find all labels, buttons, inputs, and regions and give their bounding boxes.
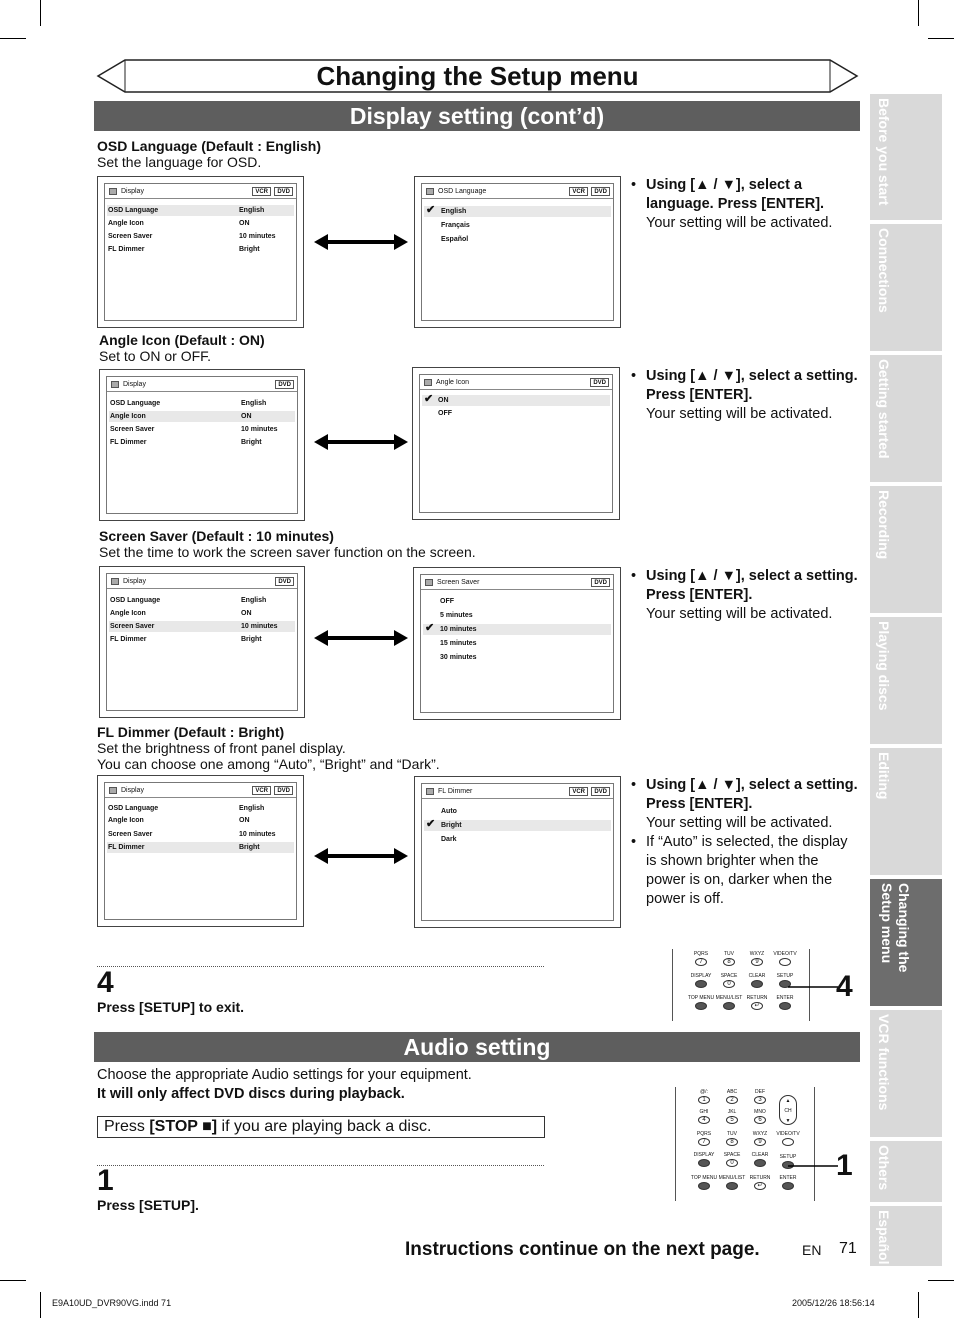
tab-label: Recording	[876, 490, 892, 560]
dvd-tag: DVD	[591, 578, 610, 587]
callout-number: 1	[836, 1149, 853, 1182]
tab-playing-discs[interactable]	[870, 617, 942, 744]
display-menu-screen	[99, 566, 305, 718]
menu-icon	[426, 188, 434, 195]
crop-mark	[40, 1292, 41, 1318]
menu-list-key	[723, 1002, 735, 1010]
screen-title: Angle Icon	[436, 379, 470, 386]
tab-label: Others	[876, 1145, 892, 1191]
audio-intro-text: Choose the appropriate Audio settings for your equipment.	[97, 1067, 472, 1083]
file-info: E9A10UD_DVR90VG.indd 71	[52, 1298, 172, 1308]
note-bold: [STOP ■]	[149, 1118, 218, 1135]
section-heading: FL Dimmer (Default : Bright)	[97, 724, 285, 740]
section-osd-language	[97, 138, 321, 170]
instruction-bullet: • If “Auto” is selected, the display is shown brighter when the power is on, darker when the power is off.	[631, 833, 856, 913]
tab-others[interactable]	[870, 1141, 942, 1202]
fl-dimmer-screen	[414, 776, 621, 928]
menu-row: FL Dimmer Bright	[107, 842, 294, 853]
section-desc: Set to ON or OFF.	[99, 348, 212, 364]
instruction-text: If “Auto” is selected, the display is shown brighter when the power is on, darker when the power is off.	[646, 834, 848, 907]
menu-row: OSD Language English	[110, 400, 267, 407]
option-item: 5 minutes	[440, 612, 473, 619]
key-8: 8	[726, 1138, 738, 1146]
option-item: 30 minutes	[440, 654, 477, 661]
clear-key	[751, 980, 763, 988]
dvd-tag: DVD	[590, 378, 609, 387]
menu-row: Angle Icon ON	[110, 610, 252, 617]
menu-icon	[109, 188, 117, 195]
option-item: OFF	[438, 410, 452, 417]
remote-illustration: PQRS 7 TUV 8 WXYZ 9 VIDEO/TV DISPLAY SPACE 0 CLEAR SETUP TOP MENU MENU/LIST RETURN ↵ ENTER	[672, 949, 810, 1021]
display-menu-screen	[97, 775, 304, 927]
audio-setting-band: Audio setting	[94, 1032, 860, 1062]
tab-espanol[interactable]	[870, 1206, 942, 1266]
crop-mark	[918, 1292, 919, 1318]
screen-title: Display	[121, 188, 144, 195]
menu-row: OSD Language English	[108, 805, 265, 812]
page-title-banner	[95, 58, 860, 94]
tab-before-you-start[interactable]	[870, 94, 942, 220]
top-menu-key	[695, 1002, 707, 1010]
section-heading: OSD Language (Default : English)	[97, 138, 322, 154]
step-text: Press [SETUP].	[97, 1197, 199, 1213]
instruction-bullet: • Using [▲ / ▼], select a setting. Press [ENTER]. Your setting will be activated.	[631, 368, 858, 422]
audio-intro-bold: It will only affect DVD discs during playback.	[97, 1086, 405, 1102]
step-number: 1	[97, 1164, 114, 1197]
menu-row: Screen Saver 10 minutes	[110, 426, 278, 433]
callout-line-icon	[788, 1164, 838, 1168]
clear-key	[754, 1159, 766, 1167]
tab-label: Playing discs	[876, 621, 892, 711]
check-icon: ✔	[426, 818, 436, 830]
option-item: Español	[441, 236, 469, 243]
crop-mark	[0, 38, 26, 39]
dvd-tag: DVD	[274, 187, 293, 196]
dvd-tag: DVD	[275, 380, 294, 389]
tab-label	[878, 879, 912, 972]
tab-line: Changing the	[896, 883, 912, 973]
key-4: 4	[698, 1116, 710, 1124]
instruction-text: Your setting will be activated.	[646, 406, 833, 422]
channel-label: CH	[784, 1108, 792, 1114]
callout-line-icon	[788, 985, 838, 989]
option-item: Auto	[441, 808, 457, 815]
section-heading: Angle Icon (Default : ON)	[99, 332, 265, 348]
page-title: Changing the Setup menu	[316, 61, 639, 91]
menu-row: Screen Saver 10 minutes	[108, 831, 276, 838]
note-text: Press	[104, 1118, 150, 1135]
double-arrow-icon	[312, 432, 410, 452]
option-item: Dark	[441, 836, 457, 843]
double-arrow-icon	[312, 232, 410, 252]
menu-row: Angle Icon ON	[108, 220, 250, 227]
instruction-bold: Using [▲ / ▼], select a setting. Press [ENTER].	[646, 368, 858, 403]
menu-row: FL Dimmer Bright	[110, 439, 262, 446]
check-icon: ✔	[426, 204, 436, 216]
osd-language-screen	[414, 176, 621, 328]
display-setting-band: Display setting (cont’d)	[94, 101, 860, 131]
enter-key	[779, 1002, 791, 1010]
menu-icon	[109, 787, 117, 794]
crop-mark	[0, 1280, 26, 1281]
tab-recording[interactable]	[870, 486, 942, 613]
screen-title: FL Dimmer	[438, 788, 473, 795]
instruction-text: Your setting will be activated.	[646, 606, 833, 622]
instruction-text: Your setting will be activated.	[646, 215, 833, 231]
menu-row: OSD Language English	[107, 205, 294, 216]
option-item: ✔ Bright	[424, 820, 611, 831]
instruction-bullet: • Using [▲ / ▼], select a setting. Press [ENTER]. Your setting will be activated.	[631, 777, 858, 831]
tab-label: Editing	[876, 752, 892, 800]
key-2: 2	[726, 1096, 738, 1104]
key-1: 1	[698, 1096, 710, 1104]
section-heading: Screen Saver (Default : 10 minutes)	[99, 528, 334, 544]
instruction-bold: Using [▲ / ▼], select a setting. Press [ENTER].	[646, 568, 858, 603]
menu-icon	[425, 579, 433, 586]
dvd-tag: DVD	[591, 187, 610, 196]
section-angle-icon	[99, 332, 265, 364]
menu-icon	[424, 379, 432, 386]
return-key: ↵	[751, 1002, 763, 1010]
tab-connections[interactable]	[870, 224, 942, 351]
crop-mark	[928, 1280, 954, 1281]
video-tv-key	[782, 1138, 794, 1146]
video-tv-key	[779, 958, 791, 966]
option-item: 15 minutes	[440, 640, 477, 647]
audio-intro	[97, 1066, 472, 1104]
menu-row: OSD Language English	[110, 597, 267, 604]
menu-row: Screen Saver 10 minutes	[109, 621, 295, 632]
section-screen-saver	[99, 528, 476, 560]
menu-row: FL Dimmer Bright	[110, 636, 262, 643]
tab-vcr-functions[interactable]	[870, 1010, 942, 1137]
display-menu-screen	[99, 369, 305, 521]
tab-editing[interactable]	[870, 748, 942, 875]
vcr-tag: VCR	[569, 787, 588, 796]
screen-saver-screen	[413, 567, 621, 720]
screen-title: Display	[123, 578, 146, 585]
date-info: 2005/12/26 18:56:14	[792, 1298, 875, 1308]
tab-label: VCR functions	[876, 1014, 892, 1111]
key-7: 7	[695, 958, 707, 966]
key-6: 6	[754, 1116, 766, 1124]
channel-rocker: ▲ CH ▼	[779, 1095, 797, 1125]
tab-getting-started[interactable]	[870, 355, 942, 482]
step-text: Press [SETUP] to exit.	[97, 999, 245, 1015]
top-menu-key	[698, 1182, 710, 1190]
instruction-text: Your setting will be activated.	[646, 815, 833, 831]
language-code: EN	[802, 1242, 822, 1258]
dotted-divider	[97, 1165, 544, 1166]
note-text: if you are playing back a disc.	[217, 1118, 432, 1135]
display-menu-screen	[97, 176, 304, 328]
menu-icon	[111, 381, 119, 388]
check-icon: ✔	[424, 393, 434, 405]
tab-changing-setup-menu[interactable]	[870, 879, 942, 1006]
tab-line: Setup menu	[879, 883, 895, 964]
option-item: ✔ 10 minutes	[423, 624, 611, 635]
menu-row: Screen Saver 10 minutes	[108, 233, 276, 240]
key-9: 9	[754, 1138, 766, 1146]
option-item: ✔ ON	[422, 395, 610, 406]
screen-title: Display	[121, 787, 144, 794]
vcr-tag: VCR	[569, 187, 588, 196]
callout-number: 4	[836, 970, 853, 1003]
continue-note: Instructions continue on the next page.	[405, 1239, 760, 1260]
display-key	[698, 1159, 710, 1167]
dvd-tag: DVD	[591, 787, 610, 796]
double-arrow-icon	[312, 628, 410, 648]
instruction-bullet: • Using [▲ / ▼], select a language. Press [ENTER]. Your setting will be activated.	[631, 177, 833, 231]
display-key	[695, 980, 707, 988]
remote-illustration: @/: 1 ABC 2 DEF 3 GHI 4 JKL 5 MNO 6 ▲ CH ▼ PQRS 7 TUV 8 WXYZ 9 VIDEO/TV DISPLAY SPACE 0 CLEAR SETUP TOP MENU MENU/LIST RETURN ↵ ENTER	[675, 1087, 815, 1201]
section-fl-dimmer	[97, 724, 440, 772]
key-0: 0	[726, 1159, 738, 1167]
dotted-divider	[97, 966, 544, 967]
instruction-bold: Using [▲ / ▼], select a language. Press [ENTER].	[646, 177, 825, 212]
dvd-tag: DVD	[274, 786, 293, 795]
check-icon: ✔	[425, 622, 435, 634]
menu-icon	[111, 578, 119, 585]
menu-row: Angle Icon ON	[108, 817, 250, 824]
crop-mark	[918, 0, 919, 26]
step-number: 4	[97, 966, 114, 999]
menu-row: Angle Icon ON	[109, 411, 295, 422]
menu-row: FL Dimmer Bright	[108, 246, 260, 253]
tab-label: Getting started	[876, 359, 892, 459]
section-desc: Set the language for OSD.	[97, 154, 262, 170]
tab-label: Español	[876, 1210, 892, 1265]
key-3: 3	[754, 1096, 766, 1104]
vcr-tag: VCR	[252, 187, 271, 196]
key-8: 8	[723, 958, 735, 966]
section-desc: You can choose one among “Auto”, “Bright” and “Dark”.	[97, 756, 440, 772]
section-desc: Set the time to work the screen saver function on the screen.	[99, 544, 476, 560]
screen-title: Screen Saver	[437, 579, 480, 586]
key-7: 7	[698, 1138, 710, 1146]
dvd-tag: DVD	[275, 577, 294, 586]
instruction-bullet: • Using [▲ / ▼], select a setting. Press [ENTER]. Your setting will be activated.	[631, 568, 858, 622]
key-5: 5	[726, 1116, 738, 1124]
enter-key	[782, 1182, 794, 1190]
return-key: ↵	[754, 1182, 766, 1190]
crop-mark	[40, 0, 41, 26]
key-0: 0	[723, 980, 735, 988]
angle-icon-screen	[412, 367, 620, 520]
screen-title: OSD Language	[438, 188, 487, 195]
vcr-tag: VCR	[252, 786, 271, 795]
instruction-bold: Using [▲ / ▼], select a setting. Press [ENTER].	[646, 777, 858, 812]
stop-note-box	[97, 1116, 545, 1138]
option-item: OFF	[440, 598, 454, 605]
menu-icon	[426, 788, 434, 795]
option-item: ✔ English	[424, 206, 611, 217]
tab-label: Before you start	[876, 98, 892, 206]
menu-list-key	[726, 1182, 738, 1190]
screen-title: Display	[123, 381, 146, 388]
tab-label: Connections	[876, 228, 892, 313]
crop-mark	[928, 38, 954, 39]
key-9: 9	[751, 958, 763, 966]
section-desc: Set the brightness of front panel display.	[97, 740, 346, 756]
option-item: Français	[441, 222, 470, 229]
page-number: 71	[839, 1240, 857, 1257]
double-arrow-icon	[312, 846, 410, 866]
